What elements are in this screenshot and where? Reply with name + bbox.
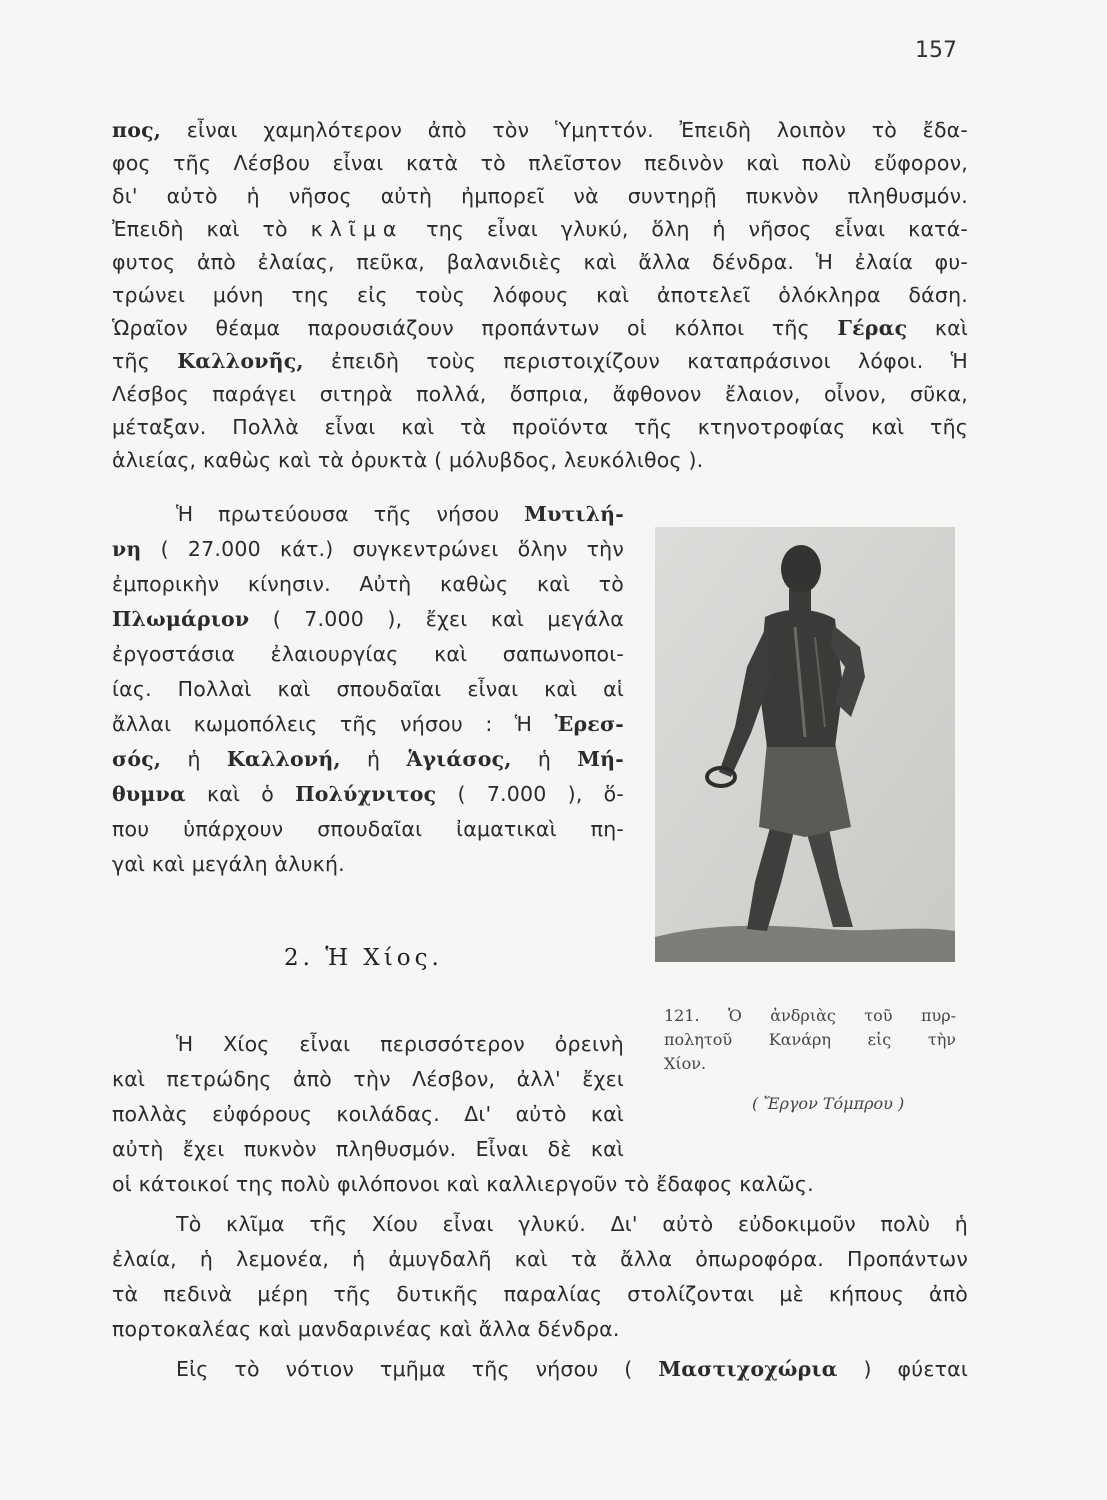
bold-term: θυμνα xyxy=(112,782,186,806)
text-line xyxy=(112,782,624,806)
text-span: ἄλλαι κωμοπόλεις τῆς νήσου : Ἡ xyxy=(112,712,555,736)
figure-credit: ( Ἔργον Τόμπρου ) xyxy=(752,1094,905,1113)
text-line xyxy=(112,747,624,771)
bold-term: Μυτιλή- xyxy=(524,502,624,526)
text-span: της εἶναι γλυκύ, ὅλη ἡ νῆσος εἶναι κατά- xyxy=(403,217,969,241)
bold-term: νη xyxy=(112,537,142,561)
bold-term: Ἐρεσ- xyxy=(554,712,624,736)
text-span: Ὡραῖον θέαμα παρουσιάζουν προπάντων οἱ κόλποι τῆς xyxy=(112,316,838,340)
bold-term: Μαστιχοχώρια xyxy=(658,1357,838,1381)
text-line xyxy=(112,349,968,373)
text-line xyxy=(112,607,624,631)
bold-term: Μή- xyxy=(577,747,624,771)
text-span: ἐπειδὴ τοὺς περιστοιχίζουν καταπράσινοι λόφοι. Ἡ xyxy=(303,349,968,373)
figure-caption: πολητοῦ Κανάρη εἰς τὴν xyxy=(664,1030,956,1049)
bold-term: πος, xyxy=(112,118,162,142)
text-line: δι' αὐτὸ ἡ νῆσος αὐτὴ ἠμπορεῖ νὰ συντηρῇ πυκνὸν πληθυσμόν. xyxy=(112,184,968,208)
text-line xyxy=(112,316,968,340)
text-line: πορτοκαλέας καὶ μανδαρινέας καὶ ἄλλα δένδρα. xyxy=(112,1317,620,1341)
page-number: 157 xyxy=(915,38,957,63)
text-line: ἐμπορικὴν κίνησιν. Αὐτὴ καθὼς καὶ τὸ xyxy=(112,572,624,596)
text-line: ἐργοστάσια ἐλαιουργίας καὶ σαπωνοποι- xyxy=(112,642,624,666)
bold-term: Πολύχνιτος xyxy=(295,782,437,806)
text-line: ίας. Πολλαὶ καὶ σπουδαῖαι εἶναι καὶ αἱ xyxy=(112,677,624,701)
text-line: πολλὰς εὐφόρους κοιλάδας. Δι' αὐτὸ καὶ xyxy=(112,1102,624,1126)
text-line xyxy=(112,1357,968,1381)
text-line xyxy=(112,217,968,241)
text-span: εἶναι χαμηλότερον ἀπὸ τὸν Ὑμηττόν. Ἐπειδὴ λοιπὸν τὸ ἔδα- xyxy=(161,118,968,142)
text-line xyxy=(112,537,624,561)
figure-caption: Χίον. xyxy=(664,1054,707,1073)
text-span: ἡ xyxy=(161,747,227,771)
bold-term: Ἁγιάσος, xyxy=(406,747,512,771)
bold-term: Γέρας xyxy=(837,316,908,340)
text-span: ἡ xyxy=(340,747,407,771)
text-span: ἡ xyxy=(511,747,578,771)
bold-term: Καλλονῆς, xyxy=(177,349,304,373)
text-line: μέταξαν. Πολλὰ εἶναι καὶ τὰ προϊόντα τῆς κτηνοτροφίας καὶ τῆς xyxy=(112,415,968,439)
spaced-term: κλῖμα xyxy=(310,217,404,241)
text-line: τρώνει μόνη της εἰς τοὺς λόφους καὶ ἀποτελεῖ ὁλόκληρα δάση. xyxy=(112,283,968,307)
bold-term: σός, xyxy=(112,747,162,771)
statue-icon xyxy=(655,527,955,962)
bold-term: Πλωμάριον xyxy=(112,607,250,631)
text-span: Ἐπειδὴ καὶ τὸ xyxy=(112,217,311,241)
text-line xyxy=(112,712,624,736)
text-line: Ἡ Χίος εἶναι περισσότερον ὀρεινὴ xyxy=(176,1032,624,1056)
text-line: ἁλιείας, καθὼς καὶ τὰ ὀρυκτὰ ( μόλυβδος, λευκόλιθος ). xyxy=(112,448,704,472)
text-line: τὰ πεδινὰ μέρη τῆς δυτικῆς παραλίας στολίζονται μὲ κήπους ἀπὸ xyxy=(112,1282,968,1306)
statue-image xyxy=(655,527,955,962)
text-line: γαὶ καὶ μεγάλη ἁλυκή. xyxy=(112,852,345,876)
text-line xyxy=(112,502,624,526)
text-line: φυτος ἀπὸ ἐλαίας, πεῦκα, βαλανιδιὲς καὶ ἄλλα δένδρα. Ἡ ἐλαία φυ- xyxy=(112,250,968,274)
text-span: Εἰς τὸ νότιον τμῆμα τῆς νήσου ( xyxy=(176,1357,659,1381)
text-span: Ἡ πρωτεύουσα τῆς νήσου xyxy=(176,502,525,526)
text-line: οἱ κάτοικοί της πολὺ φιλόπονοι καὶ καλλιεργοῦν τὸ ἔδαφος καλῶς. xyxy=(112,1172,814,1196)
bold-term: Καλλονή, xyxy=(226,747,341,771)
text-line xyxy=(112,118,968,142)
text-span: ) φύεται xyxy=(837,1357,968,1381)
text-span: ( 27.000 κάτ.) συγκεντρώνει ὅλην τὴν xyxy=(141,537,624,561)
text-line: ἐλαία, ἡ λεμονέα, ἡ ἀμυγδαλῆ καὶ τὰ ἄλλα ὀπωροφόρα. Προπάντων xyxy=(112,1247,968,1271)
text-span: ( 7.000 ), ἔχει καὶ μεγάλα xyxy=(249,607,624,631)
text-span: καὶ xyxy=(907,316,968,340)
text-line: φος τῆς Λέσβου εἶναι κατὰ τὸ πλεῖστον πεδινὸν καὶ πολὺ εὔφορον, xyxy=(112,151,968,175)
text-line: καὶ πετρώδης ἀπὸ τὴν Λέσβον, ἀλλ' ἔχει xyxy=(112,1067,624,1091)
text-line: Τὸ κλῖμα τῆς Χίου εἶναι γλυκύ. Δι' αὐτὸ εὐδοκιμοῦν πολὺ ἡ xyxy=(176,1212,968,1236)
text-span: ( 7.000 ), ὅ- xyxy=(436,782,624,806)
section-heading: 2. Ἡ Χίος. xyxy=(284,945,443,971)
text-span: τῆς xyxy=(112,349,178,373)
text-line: Λέσβος παράγει σιτηρὰ πολλά, ὄσπρια, ἄφθονον ἔλαιον, οἶνον, σῦκα, xyxy=(112,382,968,406)
text-line: που ὑπάρχουν σπουδαῖαι ἰαματικαὶ πη- xyxy=(112,817,624,841)
text-span: καὶ ὁ xyxy=(185,782,296,806)
figure-caption: 121. Ὁ ἀνδριὰς τοῦ πυρ- xyxy=(664,1006,956,1025)
text-line: αὐτὴ ἔχει πυκνὸν πληθυσμόν. Εἶναι δὲ καὶ xyxy=(112,1137,624,1161)
